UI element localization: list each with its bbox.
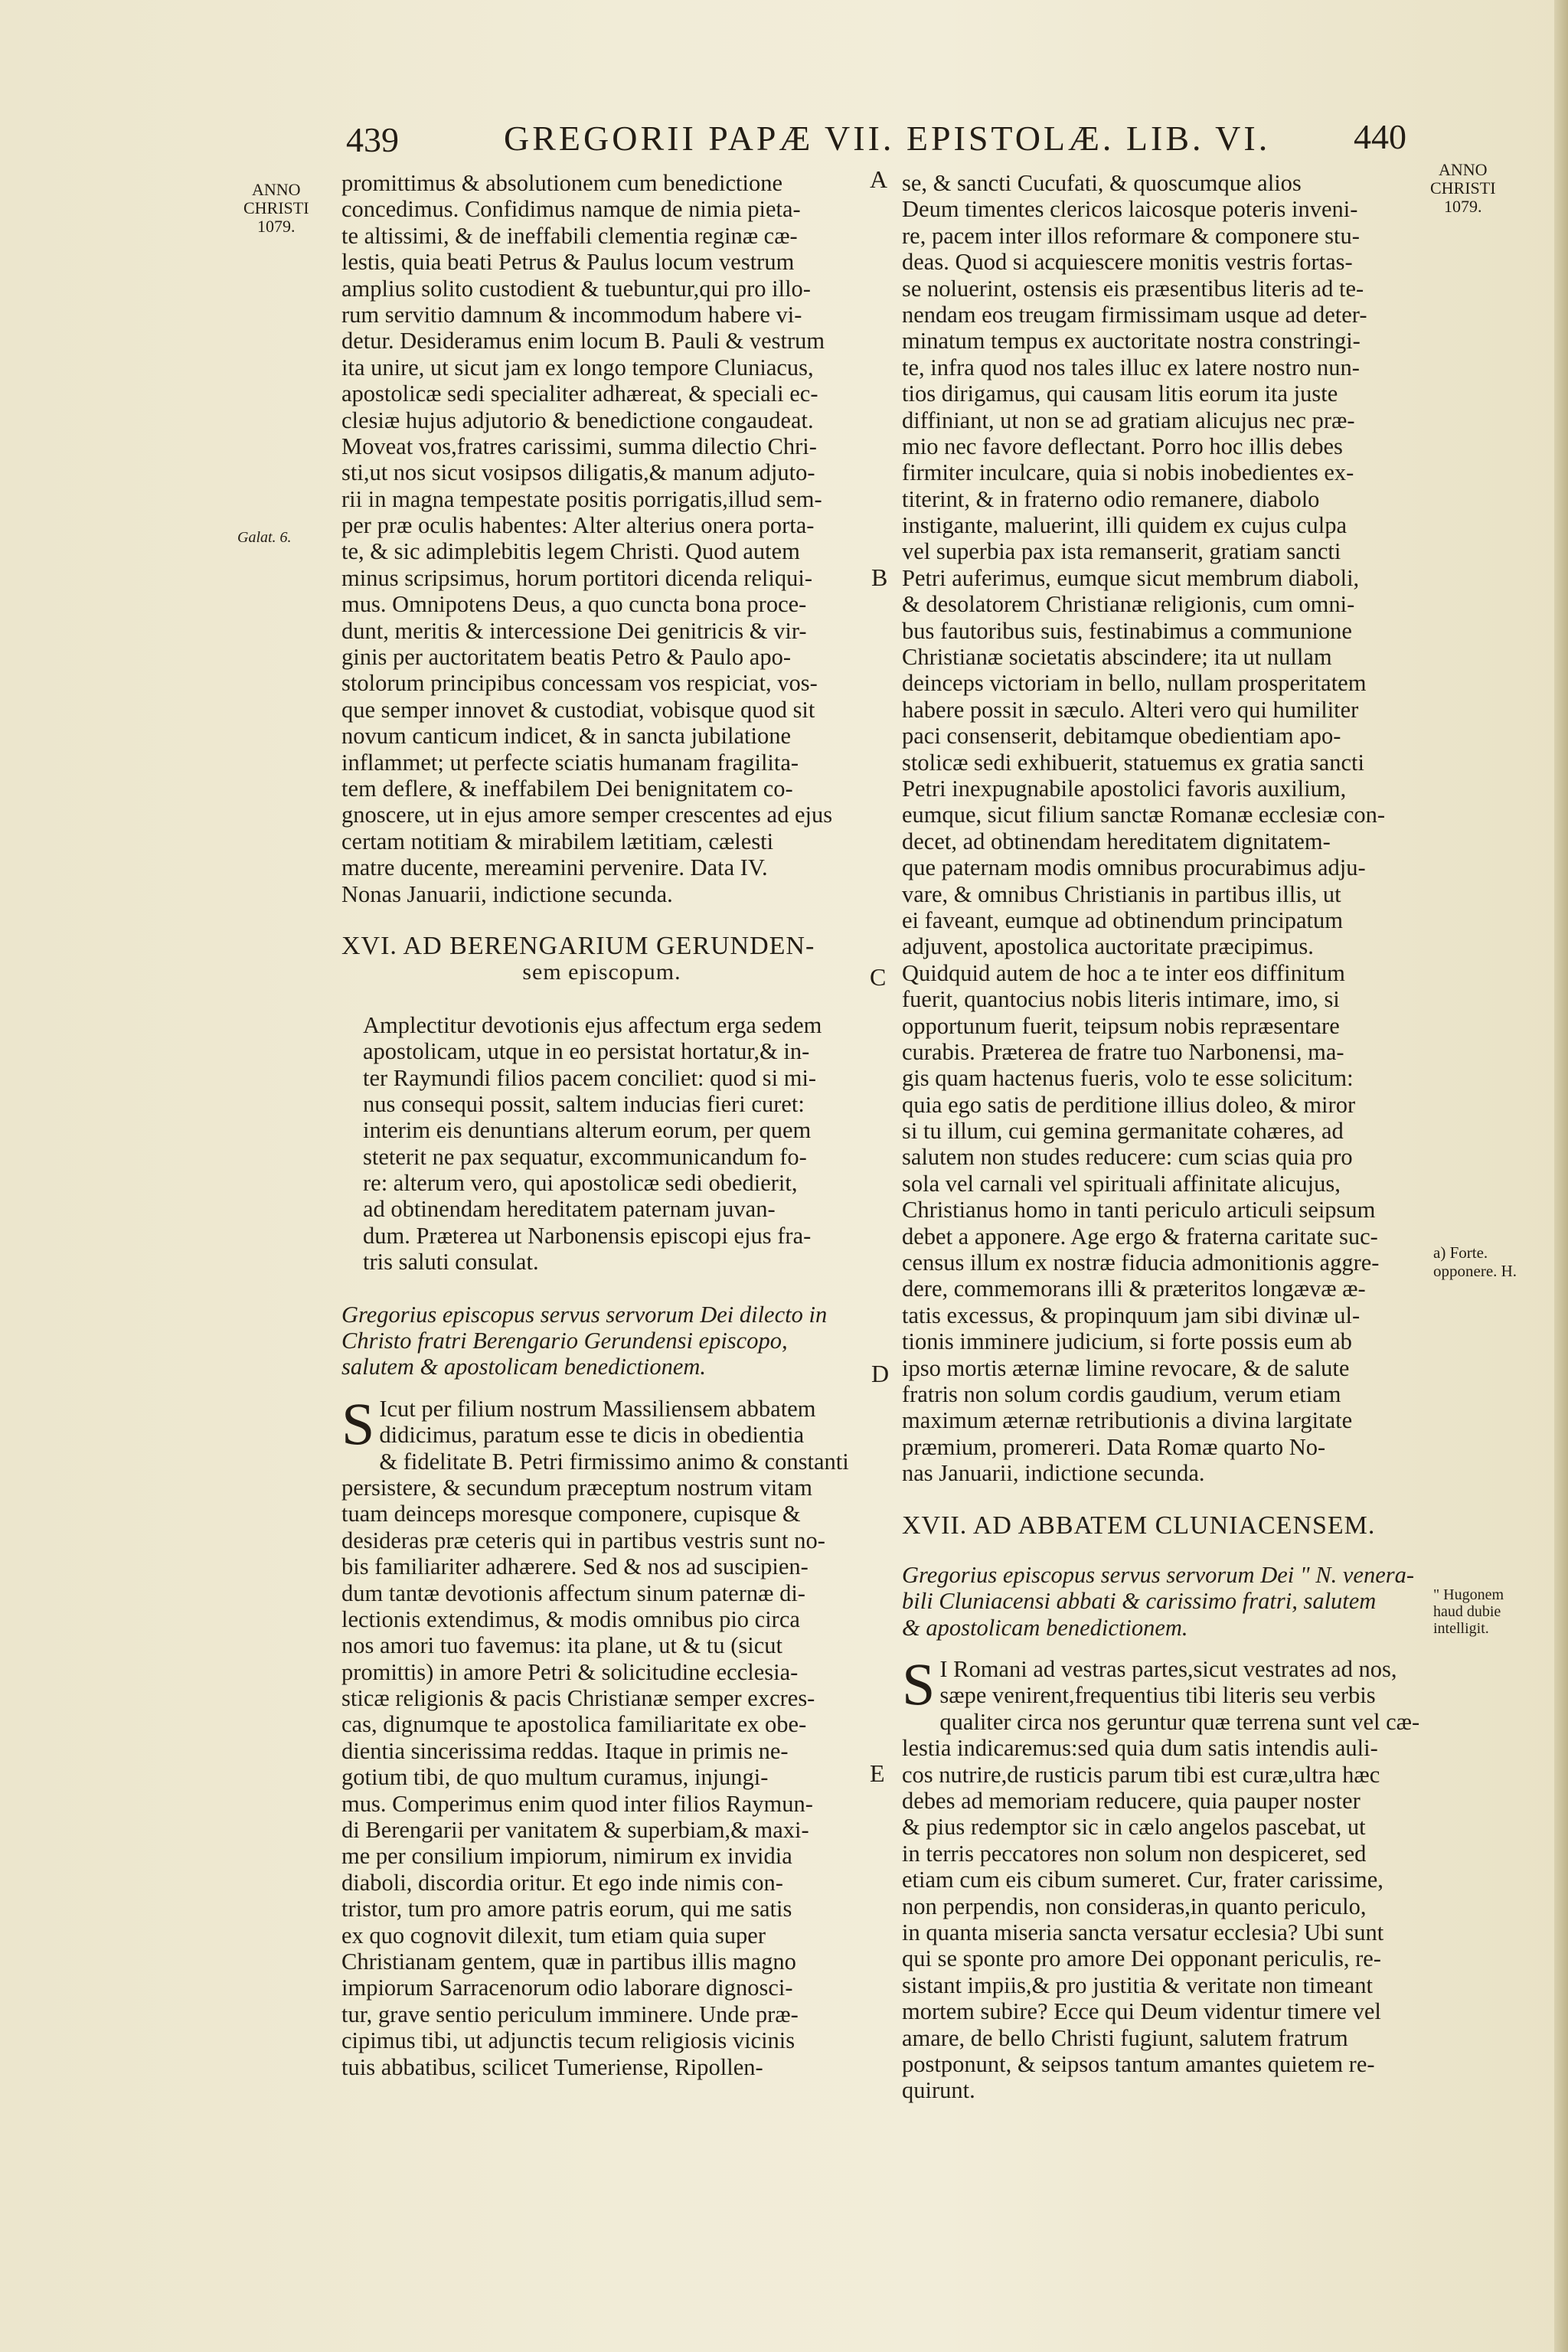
text-line: Gregorius episcopus servus servorum Dei " N. venera- xyxy=(902,1561,1415,1588)
text-line: me per consilium impiorum, nimirum ex invidia xyxy=(341,1843,792,1870)
text-line: nas Januarii, indictione secunda. xyxy=(902,1460,1205,1487)
drop-cap: S xyxy=(341,1390,375,1457)
page-header xyxy=(0,115,1568,161)
margin-year-value: 1079. xyxy=(257,217,296,236)
letter-heading: XVII. AD ABBATEM CLUNIACENSEM. xyxy=(902,1511,1376,1540)
letter-body xyxy=(902,1651,1430,2104)
text-line: clesiæ hujus adjutorio & benedictione congaudeat. xyxy=(341,407,814,433)
text-line: Amplectitur devotionis ejus affectum erga sedem xyxy=(363,1011,822,1038)
text-line: re: alterum vero, qui apostolicæ sedi obedierit, xyxy=(363,1170,798,1197)
text-line: sti,ut nos sicut vosipsos diligatis,& manum adjuto- xyxy=(341,459,815,486)
text-line: tris saluti consulat. xyxy=(363,1249,539,1276)
text-line: Nonas Januarii, indictione secunda. xyxy=(341,880,673,907)
text-line: sistant impiis,& pro justitia & veritate non timeant xyxy=(902,1971,1374,1998)
text-line: deas. Quod si acquiescere monitis vestris fortas- xyxy=(902,249,1353,276)
text-line: maximum æternæ retributionis a divina largitate xyxy=(902,1407,1353,1434)
text-line: lectionis extendimus, & modis omnibus pio circa xyxy=(341,1606,800,1632)
letter-salutation xyxy=(341,1302,862,1380)
text-line: fratris non solum cordis gaudium, verum etiam xyxy=(902,1380,1341,1407)
margin-year-label: ANNO xyxy=(1439,160,1488,179)
text-line: decet, ad obtinendam hereditatem dignitatem- xyxy=(902,828,1331,854)
text-line: tem deflere, & ineffabilem Dei benignitatem co- xyxy=(341,775,793,802)
text-line: promittimus & absolutionem cum benedictione xyxy=(341,170,783,196)
text-line: minatum tempus ex auctoritate nostra constringi- xyxy=(902,328,1361,354)
text-line: Moveat vos,fratres carissimi, summa dilectio Chri- xyxy=(341,433,817,459)
text-line: Gregorius episcopus servus servorum Dei dilecto in xyxy=(341,1301,828,1328)
text-line: quirunt. xyxy=(902,2077,975,2104)
text-line: tristor, tum pro amore patris eorum, qui me satis xyxy=(341,1896,792,1922)
text-line: promittis) in amore Petri & solicitudine ecclesia- xyxy=(341,1658,799,1685)
text-line: non perpendis, non consideras,in quanto periculo, xyxy=(902,1893,1367,1919)
footnote-line: haud dubie xyxy=(1433,1603,1501,1620)
text-line: salutem & apostolicam benedictionem. xyxy=(341,1354,707,1380)
text-line: instigante, maluerint, illi quidem ex cujus culpa xyxy=(902,512,1348,539)
text-line: habere possit in sæculo. Alteri vero qui humiliter xyxy=(902,696,1359,723)
text-line: ipso mortis æternæ limine revocare, & de salute xyxy=(902,1354,1350,1381)
letter-body-lines xyxy=(902,1651,1430,2104)
text-line: diffiniant, ut non se ad gratiam alicujus nec præ- xyxy=(902,407,1355,433)
footnote-line: " Hugonem xyxy=(1433,1586,1504,1603)
text-line: Icut per filium nostrum Massiliensem abbatem xyxy=(379,1395,816,1422)
text-line: Quidquid autem de hoc a te inter eos diffinitum xyxy=(902,959,1345,986)
text-line: que semper innovet & custodiat, vobisque quod sit xyxy=(341,696,815,723)
text-line: re, pacem inter illos reformare & componere stu- xyxy=(902,222,1360,249)
letter-heading: XVI. AD BERENGARIUM GERUNDEN- xyxy=(341,931,815,960)
text-line: mus. Omnipotens Deus, a quo cuncta bona proce- xyxy=(341,591,807,618)
text-line: tur, grave sentio periculum imminere. Unde præ- xyxy=(341,2001,799,2027)
text-line: debet a apponere. Age ergo & fraterna caritate suc- xyxy=(902,1223,1378,1250)
text-line: di Berengarii per vanitatem & superbiam,& maxi- xyxy=(341,1817,809,1844)
text-line: opportunum fuerit, teipsum nobis repræsentare xyxy=(902,1012,1340,1039)
margin-year-left xyxy=(243,181,309,236)
text-line: curabis. Præterea de fratre tuo Narbonensi, ma- xyxy=(902,1038,1344,1065)
section-letter: B xyxy=(871,564,888,591)
letter-body xyxy=(341,1390,862,2080)
text-line: salutem non studes reducere: cum scias quia pro xyxy=(902,1144,1353,1171)
text-line: lestis, quia beati Petrus & Paulus locum vestrum xyxy=(341,249,795,276)
running-title: GREGORII PAPÆ VII. EPISTOLÆ. LIB. VI. xyxy=(504,119,1271,158)
text-line: apostolicæ sedi specialiter adhæreat, & speciali ec- xyxy=(341,381,818,407)
text-line: desideras præ ceteris qui in partibus vestris sunt no- xyxy=(341,1527,825,1553)
text-line: se, & sancti Cucufati, & quoscumque alios xyxy=(902,170,1302,196)
text-line: sola vel carnali vel spirituali affinitate alicujus, xyxy=(902,1170,1341,1197)
text-line: qui se sponte pro amore Dei opponant periculis, re- xyxy=(902,1945,1381,1972)
text-line: nendam eos treugam firmissimam usque ad deter- xyxy=(902,301,1367,328)
text-line: per præ oculis habentes: Alter alterius onera porta- xyxy=(341,512,815,539)
text-line: paci consenserit, debitamque obedientiam apo- xyxy=(902,723,1341,750)
text-line: interim eis denuntians alterum eorum, per quem xyxy=(363,1117,812,1144)
section-letter: C xyxy=(870,963,887,991)
text-line: postponunt, & seipsos tantum amantes quietem re- xyxy=(902,2050,1375,2077)
text-line: Christianus homo in tanti periculo articuli seipsum xyxy=(902,1197,1376,1223)
text-line: ad obtinendam hereditatem paternam juvan- xyxy=(363,1196,776,1223)
left-column xyxy=(341,170,862,2080)
margin-footnote-forte xyxy=(1433,1243,1517,1280)
text-line: novum canticum indicet, & in sancta jubilatione xyxy=(341,723,791,750)
text-line: dere, commemorans illi & præteritos longævæ æ- xyxy=(902,1276,1366,1302)
text-line: diaboli, discordia oritur. Et ego inde nimis con- xyxy=(341,1869,783,1896)
margin-footnote-hugonem xyxy=(1433,1586,1504,1637)
text-line: cas, dignumque te apostolica familiaritate ex obe- xyxy=(341,1711,807,1738)
text-line: te, infra quod nos tales illuc ex latere nostro nun- xyxy=(902,354,1360,381)
text-line: dum tantæ devotionis affectum sinum paternæ di- xyxy=(341,1579,805,1606)
text-line: sticæ religionis & pacis Christianæ semper excres- xyxy=(341,1685,815,1712)
text-line: dunt, meritis & intercessione Dei genitricis & vir- xyxy=(341,617,807,644)
text-line: ita unire, ut sicut jam ex longo tempore Cluniacus, xyxy=(341,354,814,381)
page-number-right: 440 xyxy=(1354,117,1406,156)
margin-year-value: 1079. xyxy=(1444,197,1482,216)
text-line: tuam deinceps moresque componere, cupisque & xyxy=(341,1501,801,1527)
text-line: Christianam gentem, quæ in partibus illis magno xyxy=(341,1949,796,1975)
footnote-line: a) Forte. xyxy=(1433,1243,1488,1262)
text-line: eumque, sicut filium sanctæ Romanæ ecclesiæ con- xyxy=(902,802,1386,828)
margin-year-label: CHRISTI xyxy=(1430,178,1496,198)
text-line: & apostolicam benedictionem. xyxy=(902,1614,1188,1641)
text-line: Petri auferimus, eumque sicut membrum diaboli, xyxy=(902,564,1360,591)
text-line: ginis per auctoritatem beatis Petro & Paulo apo- xyxy=(341,644,791,671)
text-line: se noluerint, ostensis eis præsentibus literis ad te- xyxy=(902,275,1364,302)
margin-year-right xyxy=(1430,161,1496,216)
text-line: I Romani ad vestras partes,sicut vestrates ad nos, xyxy=(939,1656,1397,1683)
text-line: que paternam modis omnibus procurabimus adju- xyxy=(902,854,1366,881)
text-line: Christianæ societatis abscindere; ita ut nullam xyxy=(902,644,1332,671)
text-line: Christo fratri Berengario Gerundensi episcopo, xyxy=(341,1328,788,1354)
text-line: titerint, & in fraterno odio remanere, diabolo xyxy=(902,485,1320,512)
text-line: cos nutrire,de rusticis parum tibi est curæ,ultra hæc xyxy=(902,1761,1380,1788)
text-line: tuis abbatibus, scilicet Tumeriense, Ripollen- xyxy=(341,2053,763,2080)
text-line: nus consequi possit, saltem inducias fieri curet: xyxy=(363,1090,805,1117)
letter-summary xyxy=(341,1012,862,1276)
text-line: lestia indicaremus:sed quia dum satis intendis auli- xyxy=(902,1735,1378,1762)
text-line: & fidelitate B. Petri firmissimo animo & constanti xyxy=(379,1448,849,1475)
letter-heading-sub: sem episcopum. xyxy=(522,959,681,985)
footnote-line: intelligit. xyxy=(1433,1620,1489,1637)
text-line: cipimus tibi, ut adjunctis tecum religiosis vicinis xyxy=(341,2027,795,2054)
text-line: bili Cluniacensi abbati & carissimo fratri, salutem xyxy=(902,1588,1377,1615)
text-line: apostolicam, utque in eo persistat hortatur,& in- xyxy=(363,1038,810,1065)
text-line: census illum ex nostræ fiducia admonitionis aggre- xyxy=(902,1250,1380,1276)
margin-year-label: ANNO xyxy=(252,180,301,199)
letter-salutation xyxy=(902,1562,1430,1641)
section-letter: A xyxy=(870,165,888,193)
text-line: & desolatorem Christianæ religionis, cum omni- xyxy=(902,591,1355,618)
letter-continuation xyxy=(902,170,1430,1487)
text-line: te, & sic adimplebitis legem Christi. Quod autem xyxy=(341,538,800,565)
text-line: ei faveant, eumque ad obtinendum principatum xyxy=(902,906,1343,933)
text-line: rii in magna tempestate positis porrigatis,illud sem- xyxy=(341,485,822,512)
margin-year-label: CHRISTI xyxy=(243,198,309,217)
text-line: bis familiariter adhærere. Sed & nos ad suscipien- xyxy=(341,1553,808,1580)
text-line: mio nec favore deflectant. Porro hoc illis debes xyxy=(902,433,1343,459)
text-line: te altissimi, & de ineffabili clementia reginæ cæ- xyxy=(341,222,798,249)
text-line: & pius redemptor sic in cælo angelos pascebat, ut xyxy=(902,1814,1366,1841)
letter-body-lines xyxy=(341,1390,862,2080)
section-letter: E xyxy=(870,1759,885,1787)
text-line: nos amori tuo favemus: ita plane, ut & tu (sicut xyxy=(341,1632,783,1659)
text-line: gnoscere, ut in ejus amore semper crescentes ad ejus xyxy=(341,802,833,828)
text-line: stolicæ sedi exhibuerit, statuemus ex gratia sancti xyxy=(902,749,1364,776)
text-line: persistere, & secundum præceptum nostrum vitam xyxy=(341,1474,812,1501)
section-letter: D xyxy=(871,1360,890,1387)
page-number-left: 439 xyxy=(346,120,399,159)
margin-reference-galat: Galat. 6. xyxy=(237,529,292,546)
text-line: bus fautoribus suis, festinabimus a communione xyxy=(902,617,1352,644)
text-line: vel superbia pax ista remanserit, gratiam sancti xyxy=(902,538,1341,565)
text-line: sæpe venirent,frequentius tibi literis seu verbis xyxy=(939,1682,1376,1709)
text-line: deinceps victoriam in bello, nullam prosperitatem xyxy=(902,670,1367,697)
text-line: concedimus. Confidimus namque de nimia pieta- xyxy=(341,196,801,223)
text-line: minus scripsimus, horum portitori dicenda reliqui- xyxy=(341,564,812,591)
text-line: quia ego satis de perditione illius doleo, & miror xyxy=(902,1091,1356,1118)
letter-continuation xyxy=(341,170,862,907)
text-line: inflammet; ut perfecte sciatis humanam fragilita- xyxy=(341,749,799,776)
drop-cap: S xyxy=(902,1651,936,1718)
text-line: fuerit, quantocius nobis literis intimare, imo, si xyxy=(902,986,1340,1013)
text-line: steterit ne pax sequatur, excommunicandum fo- xyxy=(363,1143,807,1170)
text-line: præmium, promereri. Data Romæ quarto No- xyxy=(902,1433,1326,1460)
text-line: vare, & omnibus Christianis in partibus illis, ut xyxy=(902,880,1341,907)
text-line: impiorum Sarracenorum odio laborare dignosci- xyxy=(341,1975,793,2001)
text-line: mus. Comperimus enim quod inter filios Raymun- xyxy=(341,1790,813,1817)
text-line: in terris peccatores non solum non despiceret, sed xyxy=(902,1840,1367,1867)
text-line: firmiter inculcare, quia si nobis inobedientes ex- xyxy=(902,459,1354,486)
text-line: detur. Desideramus enim locum B. Pauli & vestrum xyxy=(341,328,825,354)
text-line: dum. Præterea ut Narbonensis episcopi ejus fra- xyxy=(363,1222,812,1249)
text-line: debes ad memoriam reducere, quia pauper noster xyxy=(902,1788,1361,1815)
footnote-line: opponere. H. xyxy=(1433,1262,1517,1280)
text-line: in quanta miseria sancta versatur ecclesia? Ubi sunt xyxy=(902,1919,1384,1945)
text-line: tatis excessus, & propinquum jam sibi divinæ ul- xyxy=(902,1302,1361,1328)
text-line: Petri inexpugnabile apostolici favoris auxilium, xyxy=(902,775,1347,802)
text-line: qualiter circa nos geruntur quæ terrena sunt vel cæ- xyxy=(939,1708,1420,1735)
text-line: etiam cum eis cibum sumeret. Cur, frater carissime, xyxy=(902,1867,1383,1893)
text-line: amplius solito custodient & tuebuntur,qui pro illo- xyxy=(341,275,811,302)
text-line: rum servitio damnum & incommodum habere vi- xyxy=(341,301,802,328)
text-line: dientia sincerissima reddas. Itaque in primis ne- xyxy=(341,1737,789,1764)
text-line: stolorum principibus concessam vos respiciat, vos- xyxy=(341,670,818,697)
text-line: gis quam hactenus fueris, volo te esse solicitum: xyxy=(902,1065,1354,1092)
text-line: Deum timentes clericos laicosque poteris inveni- xyxy=(902,196,1358,223)
text-line: tionis imminere judicium, si forte possis eum ab xyxy=(902,1328,1352,1355)
text-line: tios dirigamus, qui causam litis eorum ita juste xyxy=(902,381,1338,407)
right-column xyxy=(902,170,1430,2104)
text-line: mortem subire? Ecce qui Deum videntur timere vel xyxy=(902,1998,1381,2025)
text-line: amare, de bello Christi fugiunt, salutem fratrum xyxy=(902,2024,1348,2051)
text-line: adjuvent, apostolica auctoritate præcipimus. xyxy=(902,933,1314,960)
page-edge xyxy=(1554,0,1568,2352)
text-line: ex quo cognovit dilexit, tum etiam quia super xyxy=(341,1922,766,1949)
text-line: ter Raymundi filios pacem conciliet: quod si mi- xyxy=(363,1064,817,1091)
text-line: gotium tibi, de quo multum curamus, injungi- xyxy=(341,1764,769,1791)
text-line: certam notitiam & mirabilem lætitiam, cælesti xyxy=(341,828,774,854)
text-line: si tu illum, cui gemina germanitate cohæres, ad xyxy=(902,1118,1344,1145)
text-line: matre ducente, mereamini pervenire. Data IV. xyxy=(341,854,768,881)
text-line: didicimus, paratum esse te dicis in obedientia xyxy=(379,1422,805,1449)
